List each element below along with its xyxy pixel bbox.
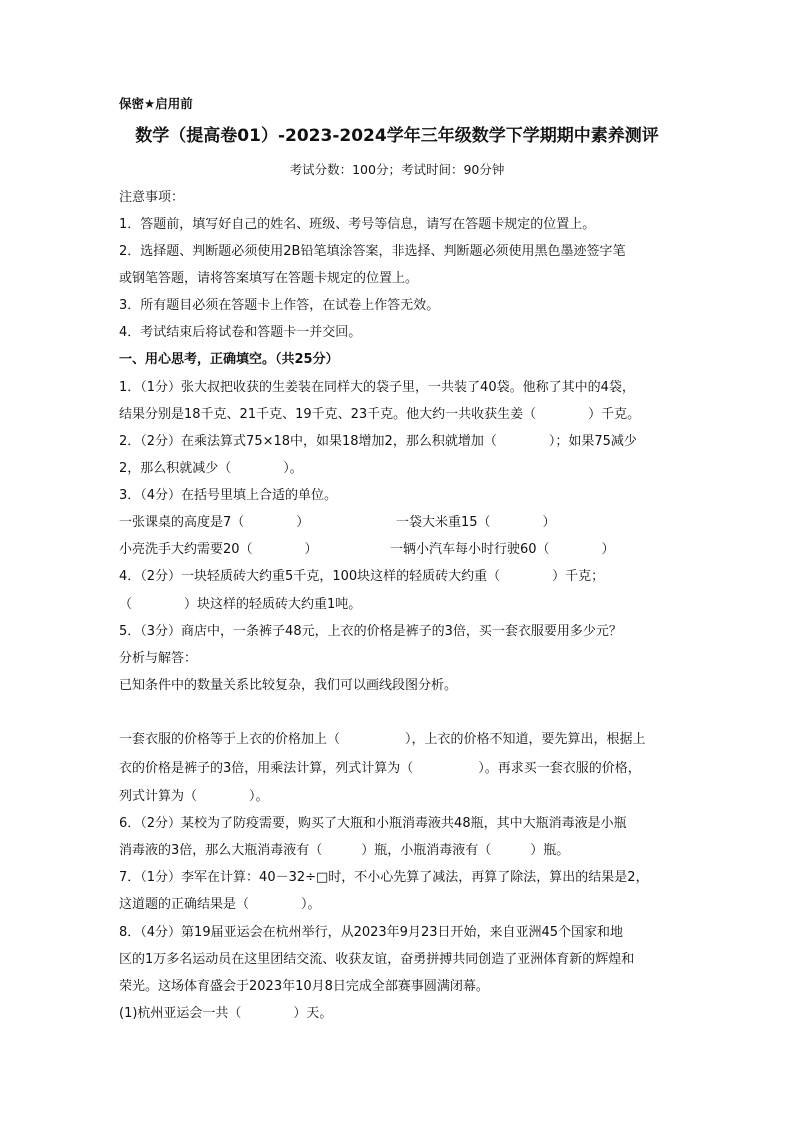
confidential-mark: 保密★启用前 [119,96,193,111]
question-6-line: 消毒液的3倍，那么大瓶消毒液有（ ）瓶，小瓶消毒液有（ ）瓶。 [119,843,570,858]
question-8-line: 区的1万多名运动员在这里团结交流、收获友谊，奋勇拼搏共同创造了亚洲体育新的辉煌和 [119,952,635,967]
note-item: 4．考试结束后将试卷和答题卡一并交回。 [119,325,362,340]
notes-heading: 注意事项： [119,190,185,205]
note-item: 或钢笔答题，请将答案填写在答题卡规定的位置上。 [119,271,419,286]
question-7-line: 7．（1分）李军在计算：40－32÷□时，不小心先算了减法，再算了除法，算出的结果是2， [119,870,649,885]
question-3-line: 3．（4分）在括号里填上合适的单位。 [119,488,338,503]
question-5-line: 列式计算为（ ）。 [119,789,269,804]
page-title: 数学（提高卷01）-2023-2024学年三年级数学下学期期中素养测评 [135,126,659,146]
question-2-line: 2，那么积就减少（ ）。 [119,461,303,476]
exam-info: 考试分数：100分；考试时间：90分钟 [289,162,505,177]
question-2-line: 2．（2分）在乘法算式75×18中，如果18增加2，那么积就增加（ ）；如果75减少 [119,434,637,449]
question-5-line: 衣的价格是裤子的3倍，用乘法计算，列式计算为（ ）。再求买一套衣服的价格， [119,761,641,776]
question-4-line: （ ）块这样的轻质砖大约重1吨。 [119,597,362,612]
question-5-line: 一套衣服的价格等于上衣的价格加上（ ），上衣的价格不知道，要先算出，根据上 [119,732,646,747]
question-8-line: 8．（4分）第19届亚运会在杭州举行，从2023年9月23日开始，来自亚洲45个国家和地 [119,925,624,940]
question-8-line: 荣光。这场体育盛会于2023年10月8日完成全部赛事圆满闭幕。 [119,979,489,994]
question-8-subquestion: (1)杭州亚运会一共（ ）天。 [119,1006,333,1021]
question-6-line: 6．（2分）某校为了防疫需要，购买了大瓶和小瓶消毒液共48瓶，其中大瓶消毒液是小瓶 [119,816,627,831]
note-item: 1．答题前，填写好自己的姓名、班级、考号等信息，请写在答题卡规定的位置上。 [119,217,596,232]
note-item: 3．所有题目必须在答题卡上作答，在试卷上作答无效。 [119,298,440,313]
question-3-item-a: 一张课桌的高度是7（ ） [119,515,310,530]
question-5-line: 分析与解答： [119,651,198,666]
question-5-line: 5．（3分）商店中，一条裤子48元，上衣的价格是裤子的3倍，买一套衣服要用多少元？ [119,624,622,639]
question-3-item-c: 小亮洗手大约需要20（ ） [119,542,318,557]
question-3-item-b: 一袋大米重15（ ） [396,515,556,530]
question-1-line: 1．（1分）张大叔把收获的生姜装在同样大的袋子里，一共装了40袋。他称了其中的4袋， [119,380,635,395]
question-4-line: 4．（2分）一块轻质砖大约重5千克，100块这样的轻质砖大约重（ ）千克； [119,569,605,584]
question-3-item-d: 一辆小汽车每小时行驶60（ ） [390,542,615,557]
section-heading: 一、用心思考，正确填空。（共25分） [119,352,339,367]
note-item: 2．选择题、判断题必须使用2B铅笔填涂答案，非选择、判断题必须使用黑色墨迹签字笔 [119,244,626,259]
question-5-line: 已知条件中的数量关系比较复杂，我们可以画线段图分析。 [119,678,458,693]
question-7-line: 这道题的正确结果是（ ）。 [119,897,321,912]
question-1-line: 结果分别是18千克、21千克、19千克、23千克。他大约一共收获生姜（ ）千克。 [119,407,641,422]
